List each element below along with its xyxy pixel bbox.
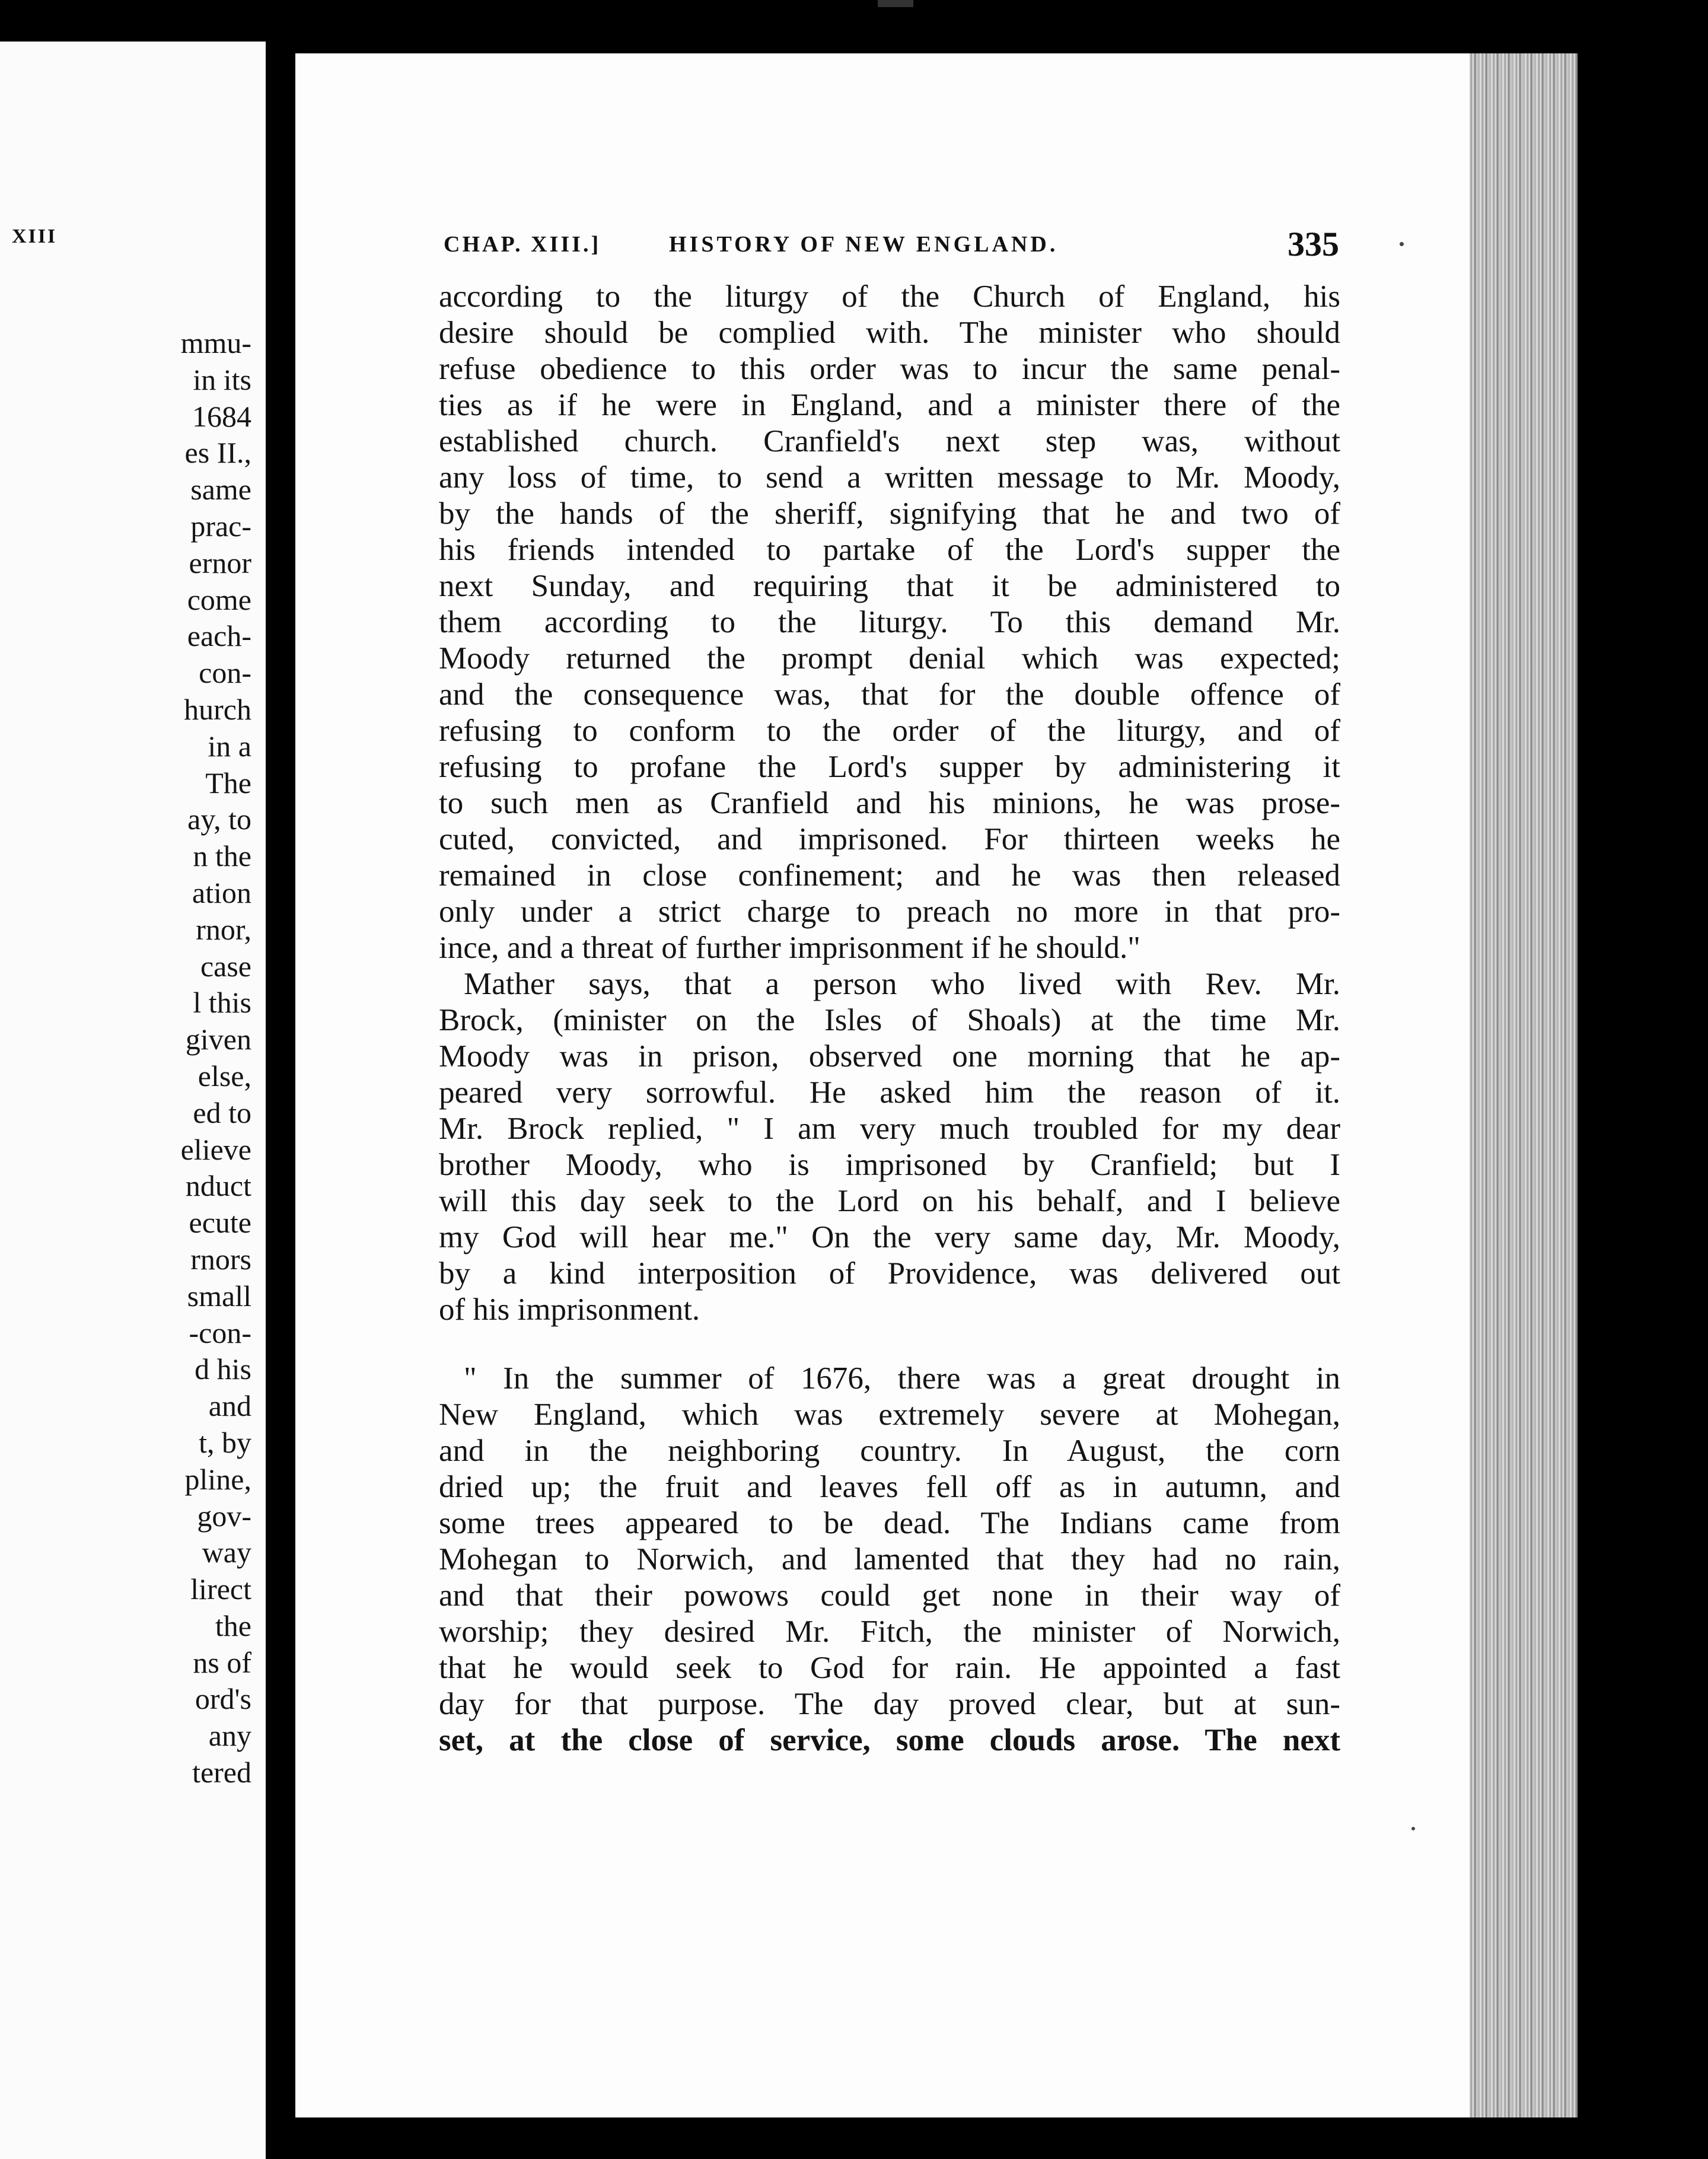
page-edges (1470, 53, 1578, 2117)
text-line: that he would seek to God for rain. He appointed a fast (439, 1651, 1340, 1685)
text-line: only under a strict charge to preach no more in that pro- (439, 894, 1340, 929)
text-line: brother Moody, who is imprisoned by Cranfield; but I (439, 1148, 1340, 1182)
left-text-line: l this (193, 986, 251, 1020)
text-line: established church. Cranfield's next step was, without (439, 424, 1340, 458)
text-line: refusing to profane the Lord's supper by administering it (439, 750, 1340, 784)
left-page (0, 42, 266, 2159)
left-text-line: 1684 (192, 399, 251, 433)
paragraph-1 (439, 279, 1340, 966)
text-line: of his imprisonment. (439, 1292, 700, 1327)
left-text-line: -con- (189, 1316, 251, 1349)
left-text-line: nduct (185, 1169, 251, 1203)
text-line: Brock, (minister on the Isles of Shoals) at the time Mr. (439, 1003, 1340, 1037)
scan-smudge (878, 0, 913, 7)
left-text-line: tered (192, 1756, 251, 1789)
paragraph-3 (439, 1361, 1340, 1759)
text-line: " In the summer of 1676, there was a great drought in (464, 1361, 1340, 1396)
left-text-line: each- (187, 619, 251, 653)
text-line: by the hands of the sheriff, signifying that he and two of (439, 496, 1340, 531)
page-number: 335 (1288, 225, 1339, 263)
text-line: remained in close confinement; and he was then released (439, 858, 1340, 893)
left-text-line: ay, to (187, 803, 251, 836)
left-text-line: ord's (195, 1682, 251, 1716)
scan-speck (1411, 1827, 1415, 1830)
running-head (444, 227, 1339, 268)
paragraph-2 (439, 966, 1340, 1328)
text-line: and in the neighboring country. In August, the corn (439, 1434, 1340, 1468)
text-line: dried up; the fruit and leaves fell off as in autumn, and (439, 1470, 1340, 1504)
left-text-line: given (185, 1023, 251, 1056)
left-text-line: else, (197, 1059, 251, 1093)
text-line: them according to the liturgy. To this demand Mr. (439, 605, 1340, 639)
left-text-line: in a (208, 729, 251, 763)
text-line: Mohegan to Norwich, and lamented that they had no rain, (439, 1542, 1340, 1577)
left-text-line: ecute (189, 1206, 251, 1240)
text-line: will this day seek to the Lord on his behalf, and I believe (439, 1184, 1340, 1218)
right-page (295, 53, 1578, 2117)
left-text-line: way (202, 1536, 251, 1569)
text-line: any loss of time, to send a written message to Mr. Moody, (439, 460, 1340, 495)
text-line: day for that purpose. The day proved clear, but at sun- (439, 1687, 1340, 1721)
text-line: set, at the close of service, some clouds arose. The next (439, 1723, 1340, 1757)
text-line: ince, and a threat of further imprisonment if he should." (439, 931, 1140, 965)
left-text-line: t, by (199, 1425, 251, 1459)
left-text-line: gov- (197, 1499, 251, 1533)
text-line: Mr. Brock replied, " I am very much troubled for my dear (439, 1112, 1340, 1146)
left-text-line: the (215, 1609, 251, 1642)
text-line: to such men as Cranfield and his minions, he was prose- (439, 786, 1340, 820)
left-text-line: es II., (184, 436, 251, 470)
left-text-line: any (208, 1719, 251, 1753)
text-line: according to the liturgy of the Church of England, his (439, 279, 1340, 314)
text-line: my God will hear me." On the very same day, Mr. Moody, (439, 1220, 1340, 1254)
text-line: Moody was in prison, observed one morning that he ap- (439, 1039, 1340, 1074)
text-line: refuse obedience to this order was to incur the same penal- (439, 352, 1340, 386)
left-text-line: in its (193, 362, 251, 396)
left-page-text (2, 325, 251, 1791)
text-line: his friends intended to partake of the Lord's supper the (439, 533, 1340, 567)
text-line: and the consequence was, that for the double offence of (439, 677, 1340, 712)
left-text-line: n the (193, 839, 251, 873)
text-line: refusing to conform to the order of the liturgy, and of (439, 714, 1340, 748)
text-line: peared very sorrowful. He asked him the reason of it. (439, 1075, 1340, 1110)
text-line: next Sunday, and requiring that it be administered to (439, 569, 1340, 603)
left-text-line: same (190, 473, 251, 507)
left-text-line: elieve (180, 1132, 251, 1166)
left-text-line: come (187, 582, 251, 616)
text-line: New England, which was extremely severe at Mohegan, (439, 1397, 1340, 1432)
left-text-line: ernor (189, 546, 251, 579)
book-title: HISTORY OF NEW ENGLAND. (669, 232, 1059, 257)
text-line: ties as if he were in England, and a minister there of the (439, 388, 1340, 422)
text-line: Mather says, that a person who lived with Rev. Mr. (464, 967, 1340, 1001)
body-text (439, 279, 1340, 1759)
chapter-label: CHAP. XIII.] (444, 232, 601, 257)
left-text-line: d his (195, 1352, 251, 1386)
text-line: Moody returned the prompt denial which was expected; (439, 641, 1340, 676)
left-text-line: hurch (184, 692, 251, 726)
left-text-line: case (200, 949, 251, 983)
left-text-line: The (205, 766, 251, 800)
text-line: desire should be complied with. The minister who should (439, 316, 1340, 350)
left-text-line: con- (199, 656, 251, 690)
paragraph-gap (439, 1328, 1340, 1361)
text-line: cuted, convicted, and imprisoned. For thirteen weeks he (439, 822, 1340, 856)
left-text-line: prac- (190, 509, 251, 543)
text-line: by a kind interposition of Providence, was delivered out (439, 1256, 1340, 1291)
left-text-line: ation (192, 875, 251, 909)
book-gutter (266, 0, 297, 2159)
left-text-line: ns of (193, 1645, 251, 1679)
left-text-line: pline, (184, 1462, 251, 1496)
left-text-line: small (187, 1279, 251, 1313)
text-line: and that their powows could get none in their way of (439, 1578, 1340, 1613)
left-text-line: ed to (193, 1096, 251, 1129)
left-page-header: XIII (12, 225, 58, 247)
left-text-line: and (208, 1389, 251, 1423)
left-text-line: lirect (190, 1572, 251, 1606)
left-text-line: mmu- (180, 326, 251, 359)
left-text-line: rnor, (196, 912, 251, 946)
scan-speck (1400, 242, 1404, 246)
left-text-line: rnors (190, 1242, 251, 1276)
text-line: some trees appeared to be dead. The Indians came from (439, 1506, 1340, 1540)
text-line: worship; they desired Mr. Fitch, the minister of Norwich, (439, 1615, 1340, 1649)
